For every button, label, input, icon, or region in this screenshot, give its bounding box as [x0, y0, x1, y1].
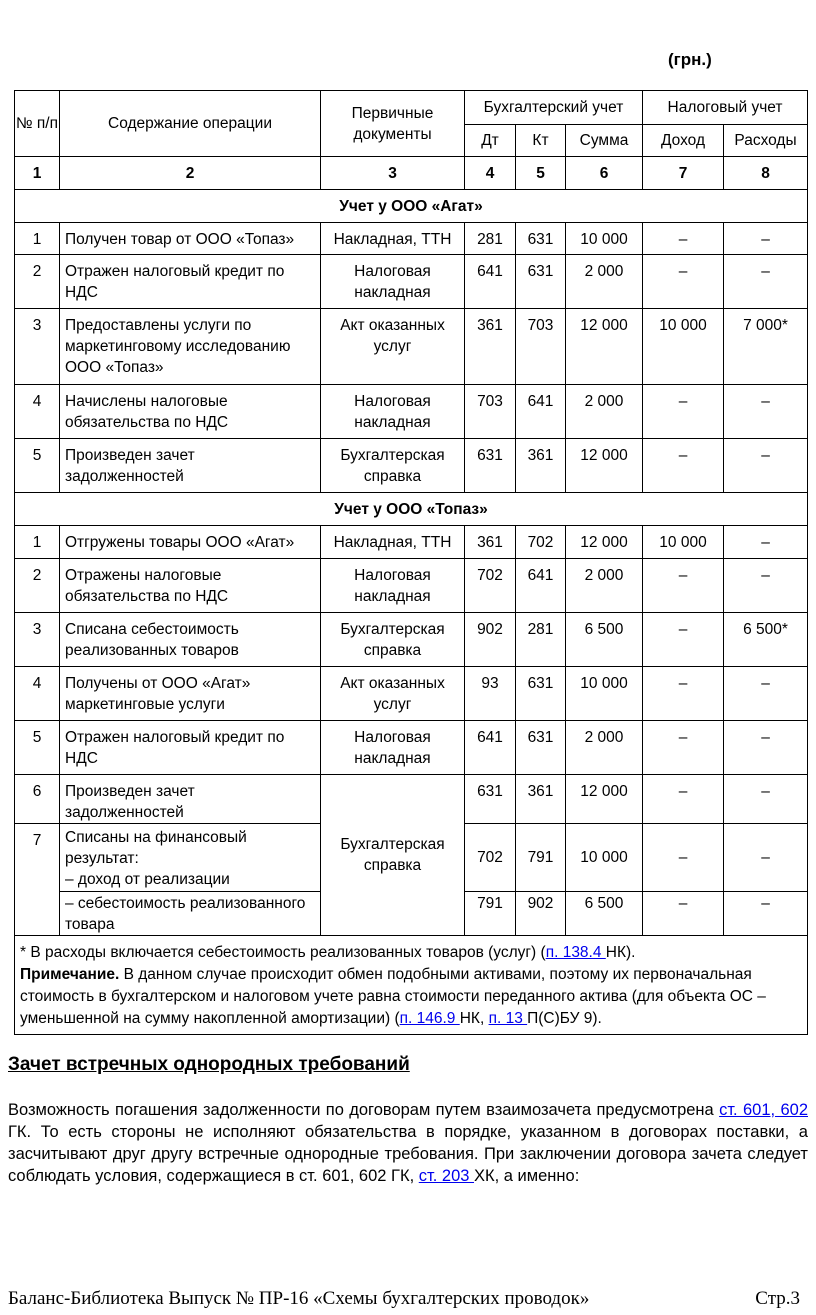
row-income: – — [643, 385, 724, 439]
row-credit: 631 — [516, 667, 566, 721]
row-num: 5 — [15, 721, 60, 775]
row-expense: – — [724, 824, 808, 892]
row-credit: 631 — [516, 721, 566, 775]
row-debit: 281 — [465, 223, 516, 255]
row-debit: 361 — [465, 526, 516, 559]
row-debit: 702 — [465, 559, 516, 613]
table-row — [15, 309, 808, 385]
row-description: Отгружены товары ООО «Агат» — [60, 526, 321, 559]
row-num: 4 — [15, 385, 60, 439]
table-row — [15, 613, 808, 667]
row-num: 1 — [15, 526, 60, 559]
row-num: 3 — [15, 613, 60, 667]
row-num: 5 — [15, 439, 60, 493]
row-description: Начислены налоговые обязательства по НДС — [60, 385, 321, 439]
row-expense: – — [724, 385, 808, 439]
row-expense: – — [724, 526, 808, 559]
colnum-8: 8 — [724, 157, 808, 190]
footnote-text-end: НК). — [605, 944, 636, 961]
row-expense: – — [724, 721, 808, 775]
colnum-5: 5 — [516, 157, 566, 190]
row-credit: 631 — [516, 255, 566, 309]
row-expense: – — [724, 775, 808, 824]
table-row — [15, 255, 808, 309]
operations-table — [14, 90, 808, 1035]
row-description: Получены от ООО «Агат» маркетинговые услуги — [60, 667, 321, 721]
row-debit: 641 — [465, 255, 516, 309]
note — [20, 964, 802, 1030]
header-dt: Дт — [465, 125, 516, 157]
row-debit: 902 — [465, 613, 516, 667]
row-description — [60, 824, 321, 892]
table-row — [15, 385, 808, 439]
paragraph-text-2: ГК. То есть стороны не исполняют обязательства в порядке, указанном в договорах поставки, а засчитывают друг другу встречные однородные требования. При заключении договора зачета следует соблюдать условия, содержащиеся в ст. 601, 602 ГК, — [8, 1123, 808, 1185]
row-income: – — [643, 721, 724, 775]
row-num: 3 — [15, 309, 60, 385]
row-sum: 12 000 — [566, 309, 643, 385]
note-text-end: П(С)БУ 9). — [527, 1010, 602, 1027]
row-description: Произведен зачет задолженностей — [60, 439, 321, 493]
row-num: 4 — [15, 667, 60, 721]
row-expense: – — [724, 559, 808, 613]
row-debit: 702 — [465, 824, 516, 892]
row-income: – — [643, 892, 724, 936]
row-income: – — [643, 255, 724, 309]
section-title-topaz: Учет у ООО «Топаз» — [15, 493, 808, 526]
header-docs: Первичные документы — [321, 91, 465, 157]
header-expense: Расходы — [724, 125, 808, 157]
row-document: Акт оказанных услуг — [321, 309, 465, 385]
row-description: – себестоимость реализованного товара — [60, 892, 321, 936]
row-sum: 6 500 — [566, 613, 643, 667]
colnum-6: 6 — [566, 157, 643, 190]
header-tax: Налоговый учет — [643, 91, 808, 125]
body-paragraph — [8, 1099, 808, 1187]
row-description: Отражены налоговые обязательства по НДС — [60, 559, 321, 613]
section-heading: Зачет встречных однородных требований — [8, 1054, 410, 1075]
row-document: Бухгалтерская справка — [321, 439, 465, 493]
row-document: Налоговая накладная — [321, 721, 465, 775]
link-nk-146-9[interactable]: п. 146.9 — [399, 1010, 460, 1027]
section-title-agat: Учет у ООО «Агат» — [15, 190, 808, 223]
table-row — [15, 223, 808, 255]
row-description: Предоставлены услуги по маркетинговому исследованию ООО «Топаз» — [60, 309, 321, 385]
row-description: Отражен налоговый кредит по НДС — [60, 721, 321, 775]
row-sum: 2 000 — [566, 385, 643, 439]
row-sum: 10 000 — [566, 667, 643, 721]
header-num: № п/п — [15, 91, 60, 157]
link-psbu-13[interactable]: п. 13 — [488, 1010, 528, 1027]
row-debit: 641 — [465, 721, 516, 775]
row-debit: 631 — [465, 439, 516, 493]
footer-publication: Баланс-Библиотека Выпуск № ПР-16 «Схемы бухгалтерских проводок» — [8, 1288, 590, 1309]
row-sum: 12 000 — [566, 526, 643, 559]
row-debit: 93 — [465, 667, 516, 721]
row-num: 1 — [15, 223, 60, 255]
row-document: Акт оказанных услуг — [321, 667, 465, 721]
row-document: Налоговая накладная — [321, 255, 465, 309]
column-number-row — [15, 157, 808, 190]
currency-unit: (грн.) — [668, 50, 712, 69]
row-credit: 641 — [516, 385, 566, 439]
colnum-1: 1 — [15, 157, 60, 190]
table-row — [15, 775, 808, 824]
header-row-1 — [15, 91, 808, 125]
row-credit: 902 — [516, 892, 566, 936]
link-hk-203[interactable]: ст. 203 — [418, 1167, 475, 1185]
row-income: – — [643, 775, 724, 824]
table-row — [15, 526, 808, 559]
header-accounting: Бухгалтерский учет — [465, 91, 643, 125]
paragraph-text: Возможность погашения задолженности по договорам путем взаимозачета предусмотрена — [8, 1101, 720, 1119]
row-credit: 641 — [516, 559, 566, 613]
table-row — [15, 439, 808, 493]
row-income: 10 000 — [643, 526, 724, 559]
row-credit: 361 — [516, 775, 566, 824]
table-row — [15, 721, 808, 775]
note-text: В данном случае происходит обмен подобными активами, поэтому их первоначальная стоимость в бухгалтерском и налоговом учете равна стоимости переданного актива (для объекта ОС – уменьшенной на сумму накопленной амортизации) ( — [20, 966, 766, 1027]
row-document: Накладная, ТТН — [321, 223, 465, 255]
row-credit: 703 — [516, 309, 566, 385]
row-income: – — [643, 439, 724, 493]
colnum-2: 2 — [60, 157, 321, 190]
colnum-7: 7 — [643, 157, 724, 190]
row-expense: – — [724, 255, 808, 309]
colnum-3: 3 — [321, 157, 465, 190]
row-debit: 703 — [465, 385, 516, 439]
row-description-line: – доход от реализации — [65, 871, 230, 888]
row-num: 2 — [15, 255, 60, 309]
row-sum: 6 500 — [566, 892, 643, 936]
row-expense: – — [724, 223, 808, 255]
notes-row — [15, 936, 808, 1035]
footnote — [20, 942, 802, 964]
header-income: Доход — [643, 125, 724, 157]
header-kt: Кт — [516, 125, 566, 157]
row-income: – — [643, 559, 724, 613]
row-num: 6 — [15, 775, 60, 824]
row-debit: 631 — [465, 775, 516, 824]
row-sum: 12 000 — [566, 775, 643, 824]
row-expense: 6 500* — [724, 613, 808, 667]
row-description-line: Списаны на финансовый результат: — [65, 829, 247, 867]
row-document: Накладная, ТТН — [321, 526, 465, 559]
row-expense: 7 000* — [724, 309, 808, 385]
table-row — [15, 559, 808, 613]
row-expense: – — [724, 439, 808, 493]
row-document: Налоговая накладная — [321, 559, 465, 613]
row-debit: 361 — [465, 309, 516, 385]
colnum-4: 4 — [465, 157, 516, 190]
row-expense: – — [724, 667, 808, 721]
footnote-text: * В расходы включается себестоимость реализованных товаров (услуг) ( — [20, 944, 546, 961]
row-sum: 2 000 — [566, 255, 643, 309]
row-document: Налоговая накладная — [321, 385, 465, 439]
row-credit: 361 — [516, 439, 566, 493]
row-credit: 281 — [516, 613, 566, 667]
row-expense: – — [724, 892, 808, 936]
notes-cell — [15, 936, 808, 1035]
note-label: Примечание. — [20, 966, 120, 983]
row-sum: 12 000 — [566, 439, 643, 493]
row-sum: 10 000 — [566, 824, 643, 892]
table-row — [15, 667, 808, 721]
row-income: – — [643, 223, 724, 255]
row-sum: 2 000 — [566, 559, 643, 613]
row-income: – — [643, 613, 724, 667]
row-income: – — [643, 667, 724, 721]
row-debit: 791 — [465, 892, 516, 936]
row-income: – — [643, 824, 724, 892]
row-credit: 702 — [516, 526, 566, 559]
row-credit: 791 — [516, 824, 566, 892]
row-description: Списана себестоимость реализованных товаров — [60, 613, 321, 667]
row-document: Бухгалтерская справка — [321, 613, 465, 667]
row-sum: 2 000 — [566, 721, 643, 775]
paragraph-text-3: ХК, а именно: — [474, 1167, 580, 1185]
footer-page-number: Стр.3 — [755, 1288, 800, 1309]
link-nk-138-4[interactable]: п. 138.4 — [545, 944, 606, 961]
row-credit: 631 — [516, 223, 566, 255]
row-description: Произведен зачет задолженностей — [60, 775, 321, 824]
row-description: Отражен налоговый кредит по НДС — [60, 255, 321, 309]
header-content: Содержание операции — [60, 91, 321, 157]
row-num: 7 — [15, 824, 60, 936]
section-row — [15, 493, 808, 526]
row-income: 10 000 — [643, 309, 724, 385]
row-num: 2 — [15, 559, 60, 613]
row-document-merged: Бухгалтерская справка — [321, 775, 465, 936]
row-description: Получен товар от ООО «Топаз» — [60, 223, 321, 255]
row-sum: 10 000 — [566, 223, 643, 255]
section-row — [15, 190, 808, 223]
link-gk-601-602[interactable]: ст. 601, 602 — [719, 1101, 808, 1119]
note-text-mid: НК, — [459, 1010, 489, 1027]
header-sum: Сумма — [566, 125, 643, 157]
